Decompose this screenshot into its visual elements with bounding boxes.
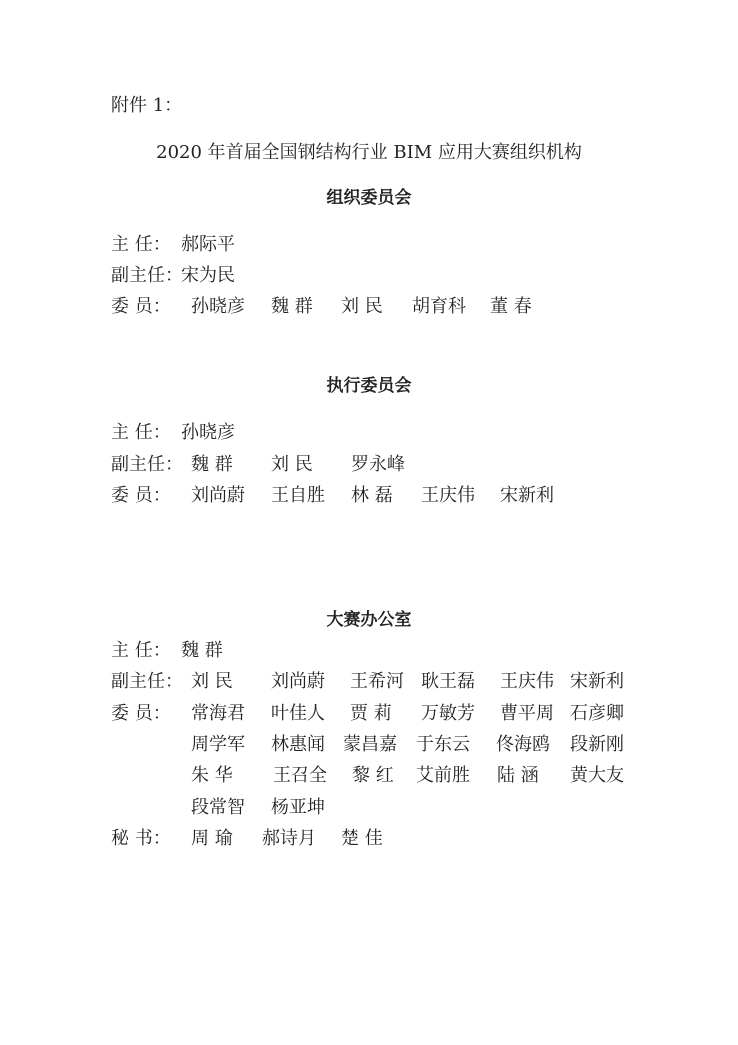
- person-name: 陆 涵: [497, 765, 539, 786]
- person-name: 罗永峰: [351, 454, 405, 475]
- person-name: 楚 佳: [341, 828, 383, 849]
- person-name: 段常智: [191, 797, 245, 818]
- person-name: 周 瑜: [191, 828, 233, 849]
- person-name: 孙晓彦: [181, 422, 235, 443]
- person-name: 黎 红: [352, 765, 394, 786]
- person-name: 周学军: [191, 734, 245, 755]
- role-label: 副主任：: [111, 671, 183, 692]
- section-heading: 大赛办公室: [326, 610, 412, 630]
- role-label: 委 员：: [111, 485, 171, 506]
- person-name: 曹平周: [500, 703, 554, 724]
- role-label: 主 任：: [111, 422, 171, 443]
- person-name: 郝际平: [181, 234, 235, 255]
- person-name: 刘尚蔚: [191, 485, 245, 506]
- person-name: 叶佳人: [271, 703, 325, 724]
- person-name: 王希河: [350, 671, 404, 692]
- attachment-label: 附件 1：: [111, 95, 183, 116]
- role-label: 主 任：: [111, 640, 171, 661]
- person-name: 蒙昌嘉: [343, 734, 397, 755]
- person-name: 刘 民: [341, 296, 383, 317]
- person-name: 胡育科: [412, 296, 466, 317]
- person-name: 于东云: [416, 734, 470, 755]
- role-label: 副主任：: [111, 265, 183, 286]
- role-label: 副主任：: [111, 454, 183, 475]
- person-name: 宋为民: [181, 265, 235, 286]
- person-name: 孙晓彦: [191, 296, 245, 317]
- person-name: 董 春: [490, 296, 532, 317]
- person-name: 宋新利: [570, 671, 624, 692]
- person-name: 郝诗月: [262, 828, 316, 849]
- person-name: 魏 群: [191, 454, 233, 475]
- person-name: 常海君: [191, 703, 245, 724]
- person-name: 刘 民: [271, 454, 313, 475]
- person-name: 佟海鸥: [496, 734, 550, 755]
- person-name: 王庆伟: [500, 671, 554, 692]
- person-name: 林惠闻: [271, 734, 325, 755]
- person-name: 魏 群: [181, 640, 223, 661]
- person-name: 万敏芳: [421, 703, 475, 724]
- person-name: 刘 民: [191, 671, 233, 692]
- person-name: 林 磊: [351, 485, 393, 506]
- section-heading: 执行委员会: [326, 376, 412, 396]
- document-title: 2020 年首届全国钢结构行业 BIM 应用大赛组织机构: [156, 142, 582, 163]
- person-name: 王自胜: [271, 485, 325, 506]
- person-name: 杨亚坤: [271, 797, 325, 818]
- person-name: 段新刚: [570, 734, 624, 755]
- role-label: 委 员：: [111, 296, 171, 317]
- person-name: 朱 华: [191, 765, 233, 786]
- person-name: 贾 莉: [350, 703, 392, 724]
- person-name: 刘尚蔚: [271, 671, 325, 692]
- person-name: 宋新利: [500, 485, 554, 506]
- person-name: 黄大友: [570, 765, 624, 786]
- role-label: 委 员：: [111, 703, 171, 724]
- person-name: 艾前胜: [416, 765, 470, 786]
- role-label: 主 任：: [111, 234, 171, 255]
- role-label: 秘 书：: [111, 828, 171, 849]
- person-name: 王召全: [273, 765, 327, 786]
- person-name: 王庆伟: [421, 485, 475, 506]
- person-name: 魏 群: [271, 296, 313, 317]
- person-name: 石彦卿: [570, 703, 624, 724]
- person-name: 耿王磊: [421, 671, 475, 692]
- section-heading: 组织委员会: [326, 188, 412, 208]
